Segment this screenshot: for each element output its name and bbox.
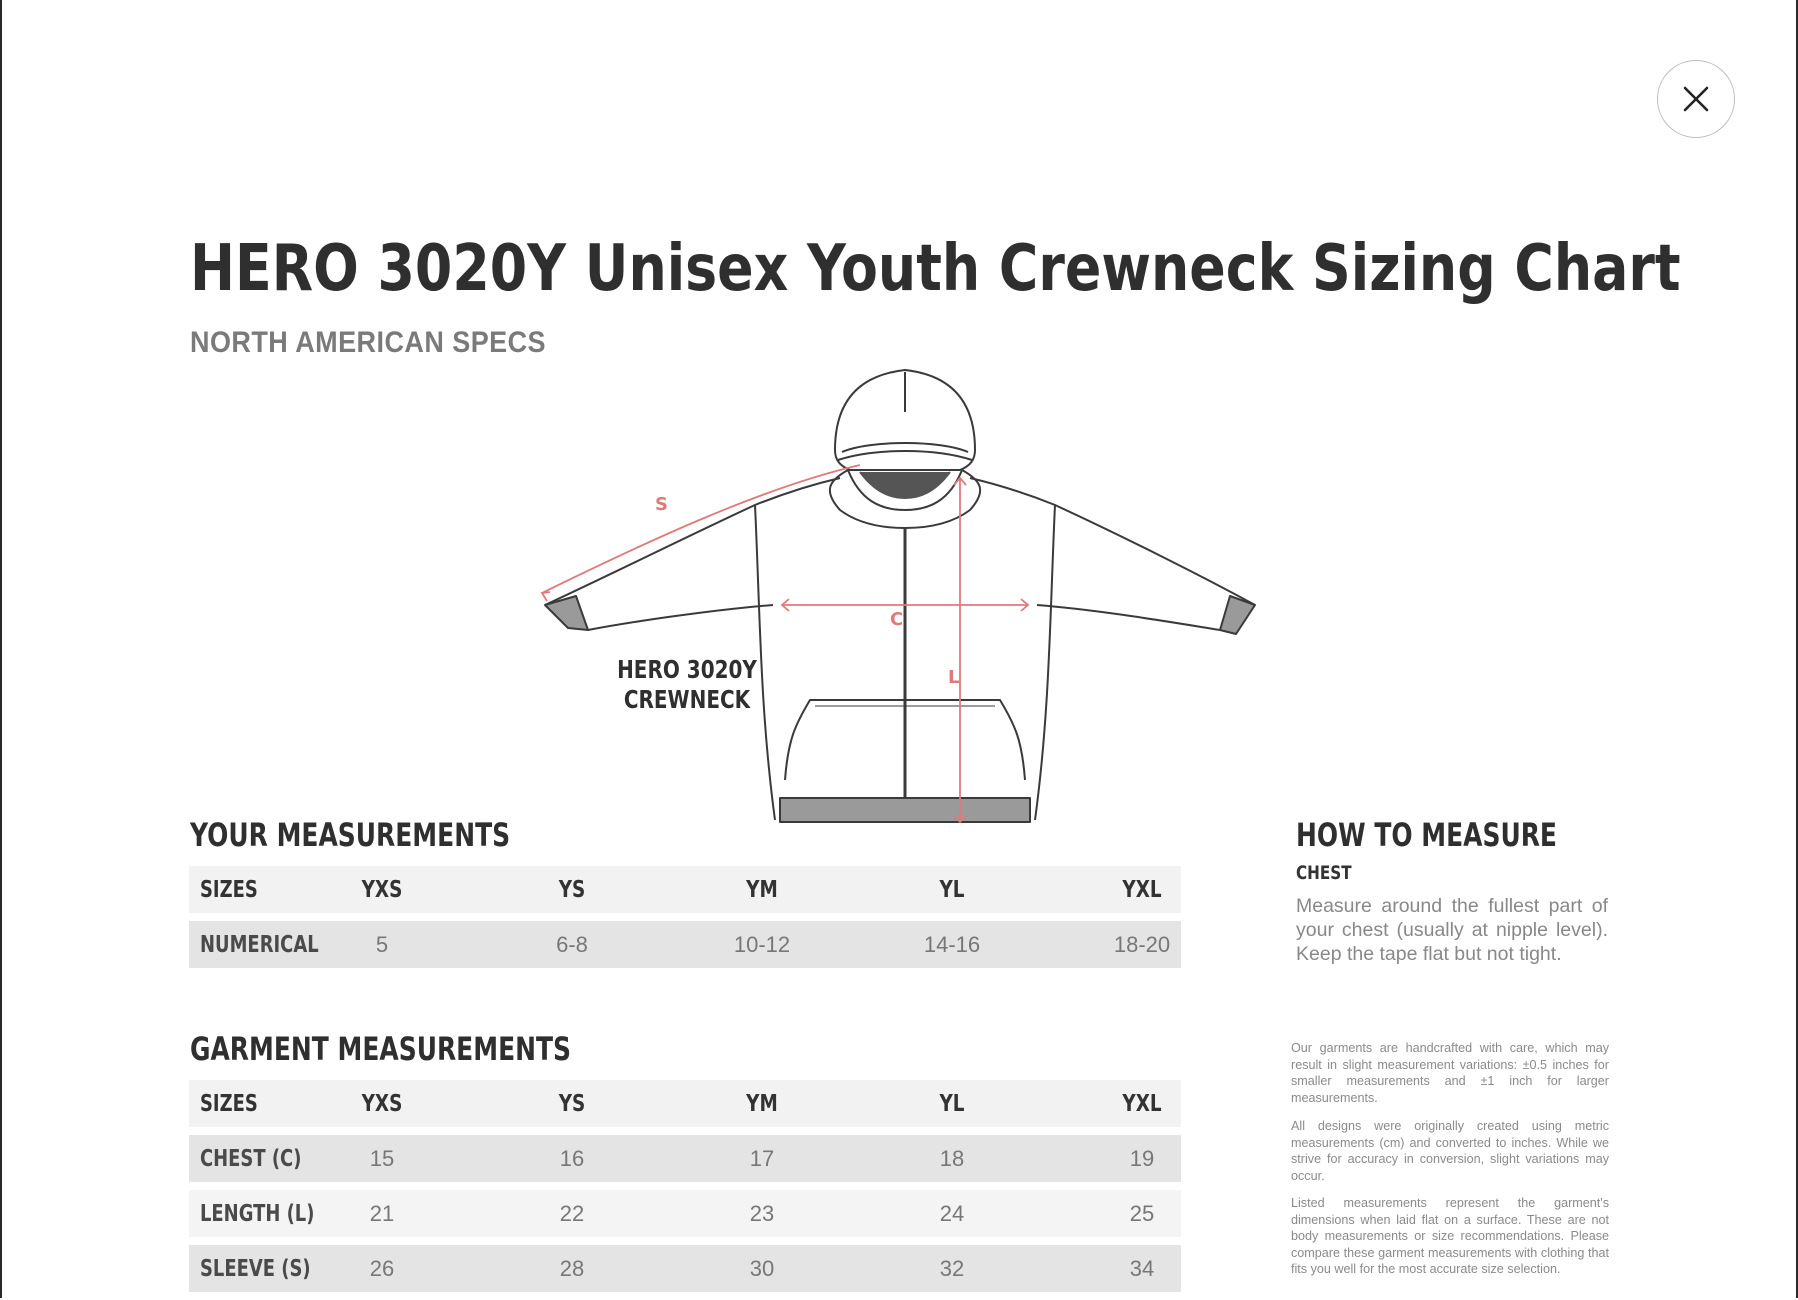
fine-print-2: All designs were originally created using metric measurements (cm) and converted to inches. While we strive for accuracy in conversion, slight variations may occur. [1291, 1119, 1609, 1183]
table-cell: 5 [375, 931, 389, 957]
diagram-label-line2: CREWNECK [623, 685, 751, 715]
your-measurements-table [189, 866, 1181, 976]
table-row [189, 1245, 1181, 1292]
table-cell: 32 [939, 1255, 965, 1281]
header-cell: YM [746, 1090, 778, 1117]
length-marker: L [948, 667, 960, 688]
table-cell: 18-20 [1113, 931, 1171, 957]
table-cell: 19 [1129, 1145, 1155, 1171]
your-measurements-heading: YOUR MEASUREMENTS [190, 816, 511, 854]
table-cell: 28 [559, 1255, 585, 1281]
table-cell: 15 [369, 1145, 395, 1171]
table-cell: 21 [369, 1200, 395, 1226]
header-cell: YXL [1122, 1090, 1162, 1117]
table-cell: 30 [749, 1255, 775, 1281]
page-title: HERO 3020Y Unisex Youth Crewneck Sizing Chart [190, 232, 1681, 306]
modal-edge-left [0, 0, 2, 1298]
row-label: LENGTH (L) [200, 1200, 315, 1227]
diagram-label-line1: HERO 3020Y [617, 655, 757, 685]
header-cell: YM [746, 876, 778, 903]
chest-marker: C [890, 609, 904, 630]
table-row [189, 921, 1181, 968]
garment-measurements-table [189, 1080, 1181, 1300]
how-to-measure-chest-label: CHEST [1296, 862, 1352, 884]
table-cell: 14-16 [923, 931, 981, 957]
close-button[interactable] [1657, 60, 1735, 138]
header-cell: YL [939, 876, 965, 903]
sleeve-marker: S [655, 494, 668, 515]
table-cell: 16 [559, 1145, 585, 1171]
header-cell: YS [558, 876, 586, 903]
close-icon [1681, 84, 1711, 114]
table-cell: 25 [1129, 1200, 1155, 1226]
table-header-row [189, 866, 1181, 913]
table-cell: 6-8 [556, 931, 588, 957]
table-cell: 26 [369, 1255, 395, 1281]
page-subtitle: NORTH AMERICAN SPECS [190, 326, 547, 359]
fine-print-3: Listed measurements represent the garment's dimensions when laid flat on a surface. These are not body measurements or size recommendations. Please compare these garment measurements with clothing that fits you well for the most accurate size selection. [1291, 1196, 1609, 1276]
row-label: CHEST (C) [200, 1145, 302, 1172]
table-cell: 17 [749, 1145, 775, 1171]
header-cell: YL [939, 1090, 965, 1117]
how-to-measure-heading: HOW TO MEASURE [1296, 816, 1557, 854]
header-label: SIZES [200, 1090, 258, 1117]
how-to-measure-text: Measure around the fullest part of your chest (usually at nipple level). Keep the tape flat but not tight. [1296, 895, 1608, 965]
hoodie-outline [545, 370, 1255, 822]
table-cell: 24 [939, 1200, 965, 1226]
table-row [189, 1135, 1181, 1182]
table-cell: 34 [1129, 1255, 1155, 1281]
table-cell: 23 [749, 1200, 775, 1226]
table-cell: 18 [939, 1145, 965, 1171]
fine-print-1: Our garments are handcrafted with care, which may result in slight measurement variations: ±0.5 inches for smaller measurements and ±1 inch for larger measurements. [1291, 1041, 1609, 1105]
garment-diagram [530, 360, 1270, 830]
table-header-row [189, 1080, 1181, 1127]
table-cell: 10-12 [733, 931, 791, 957]
header-cell: YXS [361, 876, 403, 903]
row-label: SLEEVE (S) [200, 1255, 311, 1282]
garment-measurements-heading: GARMENT MEASUREMENTS [190, 1030, 572, 1068]
table-row [189, 1190, 1181, 1237]
row-label: NUMERICAL [200, 931, 319, 958]
header-cell: YS [558, 1090, 586, 1117]
header-cell: YXS [361, 1090, 403, 1117]
header-cell: YXL [1122, 876, 1162, 903]
header-label: SIZES [200, 876, 258, 903]
table-cell: 22 [559, 1200, 585, 1226]
